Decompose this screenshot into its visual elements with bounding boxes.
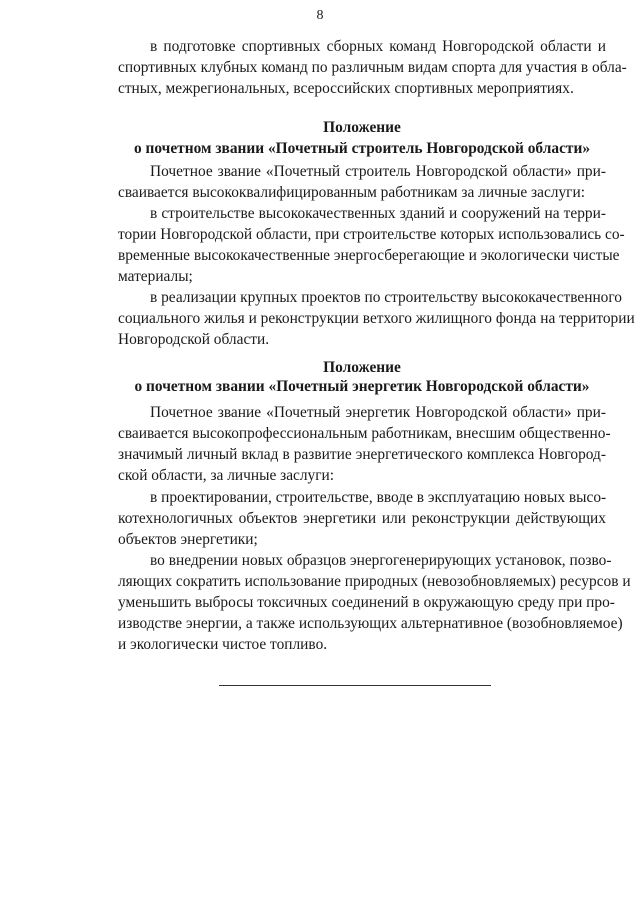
section-heading: Положение — [323, 359, 401, 376]
paragraph-line: Почетное звание «Почетный энергетик Новгородской области» при- — [150, 404, 606, 421]
paragraph-line: и экологически чистое топливо. — [118, 636, 328, 653]
paragraph-line: объектов энергетики; — [118, 531, 258, 548]
paragraph-line: ской области, за личные заслуги: — [118, 467, 335, 484]
paragraph-line: уменьшить выбросы токсичных соединений в окружающую среду при про- — [118, 594, 615, 611]
paragraph-line: ляющих сократить использование природных (невозобновляемых) ресурсов и — [118, 573, 631, 590]
paragraph-line: изводстве энергии, а также использующих альтернативное (возобновляемое) — [118, 615, 623, 632]
page-number: 8 — [316, 8, 324, 23]
paragraph-line: в проектировании, строительстве, вводе в эксплуатацию новых высо- — [150, 489, 607, 506]
section-heading: Положение — [323, 119, 401, 136]
intro-line: спортивных клубных команд по различным видам спорта для участия в обла- — [118, 59, 627, 76]
section-heading-subtitle: о почетном звании «Почетный строитель Новгородской области» — [133, 140, 591, 157]
paragraph-line: Почетное звание «Почетный строитель Новгородской области» при- — [150, 163, 606, 180]
paragraph-line: значимый личный вклад в развитие энергетического комплекса Новгород- — [118, 446, 606, 463]
paragraph-line: в реализации крупных проектов по строительству высококачественного — [150, 289, 622, 306]
paragraph-line: сваивается высококвалифицированным работникам за личные заслуги: — [118, 184, 586, 201]
paragraph-line: социального жилья и реконструкции ветхого жилищного фонда на территории — [118, 310, 635, 327]
paragraph-line: котехнологичных объектов энергетики или реконструкции действующих — [118, 510, 606, 527]
paragraph-line: во внедрении новых образцов энергогенерирующих установок, позво- — [150, 552, 612, 569]
paragraph-line: временные высококачественные энергосберегающие и экологически чистые — [118, 247, 620, 264]
paragraph-line: в строительстве высококачественных зданий и сооружений на терри- — [150, 205, 606, 222]
paragraph-line: материалы; — [118, 268, 193, 285]
section-heading-subtitle: о почетном звании «Почетный энергетик Новгородской области» — [134, 378, 590, 395]
intro-line: стных, межрегиональных, всероссийских спортивных мероприятиях. — [118, 80, 574, 97]
paragraph-line: тории Новгородской области, при строительстве которых использовались со- — [118, 226, 625, 243]
paragraph-line: сваивается высокопрофессиональным работникам, внесшим общественно- — [118, 425, 611, 442]
closing-divider — [219, 685, 491, 686]
intro-line: в подготовке спортивных сборных команд Новгородской области и — [150, 38, 606, 55]
paragraph-line: Новгородской области. — [118, 331, 270, 348]
